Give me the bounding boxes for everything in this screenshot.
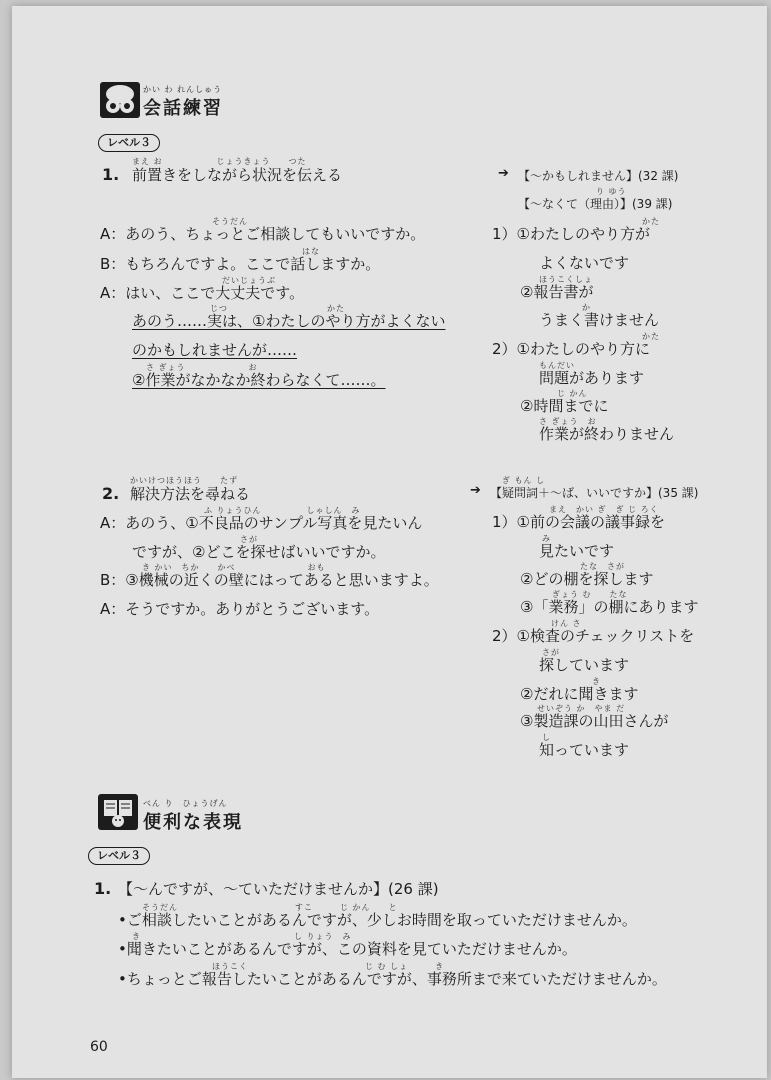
- d2-arrow-icon: ➔: [470, 483, 481, 498]
- d2-sub-4-ruby: ぎょう む たな: [552, 590, 628, 599]
- d2-sub-3-ruby: たな さが: [580, 562, 625, 571]
- d1-line-3-ruby: だいじょうぶ: [222, 276, 276, 285]
- d2-sub-6-ruby: さが: [542, 648, 560, 657]
- benri-item-2-ruby: き し りょう み: [132, 932, 352, 941]
- d1-ref-2: 【～なくて（理由）】(39 課): [518, 197, 673, 211]
- conversation-practice-icon: [100, 82, 140, 118]
- d1-sub-3-ruby: ほうこくしょ: [539, 275, 593, 284]
- d1-title: 前置きをしながら状況を伝える: [132, 166, 343, 184]
- d2-line-3: B：③機械の近くの壁にはってあると思いますよ。: [100, 571, 439, 589]
- d2-sub-9: 知っています: [539, 741, 630, 759]
- d1-number: 1.: [102, 165, 120, 184]
- benri-item-2: •聞きたいことがあるんですが、この資料を見ていただけませんか。: [118, 940, 577, 958]
- d2-line-3-ruby: き かい ちか かべ おも: [142, 563, 326, 572]
- d2-sub-8: ③製造課の山田さんが: [520, 712, 669, 730]
- d2-number: 2.: [102, 484, 120, 503]
- d2-sub-6: 探しています: [539, 656, 630, 674]
- d1-sub-8: 作業が終わりません: [539, 425, 675, 443]
- kaiwa-heading-ruby: かい わ れんしゅう: [143, 85, 223, 94]
- benri-title: 【～んですが、～ていただけませんか】(26 課): [118, 880, 439, 898]
- d1-arrow-icon: ➔: [498, 166, 509, 181]
- d1-sub-8-ruby: さ ぎょう お: [539, 417, 597, 426]
- d2-line-1-ruby: ふ りょうひん しゃしん み: [204, 506, 361, 515]
- d1-sub-5-ruby: かた: [642, 332, 660, 341]
- benri-level-badge: レベル３: [88, 847, 150, 865]
- d1-line-6-ruby: さ ぎょう お: [146, 363, 258, 372]
- d1-sub-7: ②時間までに: [520, 397, 609, 415]
- d1-sub-4: うまく書けません: [539, 311, 660, 329]
- page-number: 60: [90, 1039, 108, 1055]
- d1-ref-1: 【～かもしれません】(32 課): [518, 169, 679, 183]
- d1-sub-6: 問題があります: [539, 369, 645, 387]
- d2-sub-5: 2）①検査のチェックリストを: [492, 627, 695, 645]
- textbook-page: [12, 6, 767, 1078]
- benri-heading-ruby: べん り ひょうげん: [143, 799, 228, 808]
- d2-line-1: A：あのう、①不良品のサンプル写真を見たいん: [100, 514, 423, 532]
- d2-line-2-ruby: さが: [240, 535, 258, 544]
- d2-sub-1: 1）①前の会議の議事録を: [492, 513, 665, 531]
- d1-title-ruby: まえ お じょうきょう つた: [132, 157, 307, 166]
- d2-sub-2-ruby: み: [542, 534, 551, 543]
- kaiwa-heading: 会話練習: [143, 98, 223, 119]
- d1-line-4: あのう……実は、①わたしのやり方がよくない: [132, 312, 446, 330]
- d2-title-ruby: かいけつほうほう たず: [130, 476, 238, 485]
- d1-sub-1-ruby: かた: [642, 217, 660, 226]
- d2-sub-4: ③「業務」の棚にあります: [520, 598, 699, 616]
- d1-line-5: のかもしれませんが……: [132, 341, 298, 359]
- d1-ref-2-ruby: り ゆう: [596, 187, 627, 196]
- d1-line-2: B：もちろんですよ。ここで話しますか。: [100, 255, 381, 273]
- benri-item-3-ruby: ほうこく じ む しょ き: [212, 962, 445, 971]
- d1-line-3: A：はい、ここで大丈夫です。: [100, 284, 305, 302]
- benri-item-3: •ちょっとご報告したいことがあるんですが、事務所まで来ていただけませんか。: [118, 970, 667, 988]
- d2-sub-8-ruby: せいぞう か やま だ: [537, 704, 626, 713]
- d2-line-4: A：そうですか。ありがとうございます。: [100, 600, 380, 618]
- d2-ref-ruby: ぎ もん し: [502, 476, 546, 485]
- useful-expressions-book-icon: [98, 794, 138, 830]
- d1-sub-7-ruby: じ かん: [557, 389, 588, 398]
- benri-item-1: •ご相談したいことがあるんですが、少しお時間を取っていただけませんか。: [118, 911, 637, 929]
- benri-heading: 便利な表現: [143, 812, 243, 833]
- d1-sub-2: よくないです: [539, 254, 630, 272]
- d2-sub-2: 見たいです: [539, 542, 615, 560]
- d1-line-4-ruby: じつ かた: [210, 304, 345, 313]
- benri-number: 1.: [94, 879, 112, 898]
- d1-line-2-ruby: はな: [302, 247, 320, 256]
- d1-line-1: A：あのう、ちょっとご相談してもいいですか。: [100, 225, 426, 243]
- d2-ref: 【疑問詞＋～ば、いいですか】(35 課): [490, 486, 699, 500]
- d2-title: 解決方法を尋ねる: [130, 485, 251, 503]
- d1-sub-6-ruby: もんだい: [539, 361, 575, 370]
- d2-sub-7: ②だれに聞きます: [520, 685, 639, 703]
- d1-sub-4-ruby: か: [582, 303, 591, 312]
- d2-sub-3: ②どの棚を探します: [520, 570, 654, 588]
- d2-sub-9-ruby: し: [542, 733, 551, 742]
- d2-sub-7-ruby: き: [592, 677, 601, 686]
- kaiwa-level-badge: レベル３: [98, 134, 160, 152]
- d2-line-2: ですが、②どこを探せばいいですか。: [132, 543, 386, 561]
- d1-sub-5: 2）①わたしのやり方に: [492, 340, 650, 358]
- d1-sub-1: 1）①わたしのやり方が: [492, 225, 650, 243]
- d2-sub-1-ruby: まえ かい ぎ ぎ じ ろく: [549, 505, 659, 514]
- d1-sub-3: ②報告書が: [520, 283, 594, 301]
- benri-item-1-ruby: そうだん すこ じ かん と: [142, 903, 398, 912]
- d1-line-1-ruby: そうだん: [212, 217, 248, 226]
- d2-sub-5-ruby: けん さ: [551, 619, 582, 628]
- d1-line-6: ②作業がなかなか終わらなくて……。: [132, 371, 386, 389]
